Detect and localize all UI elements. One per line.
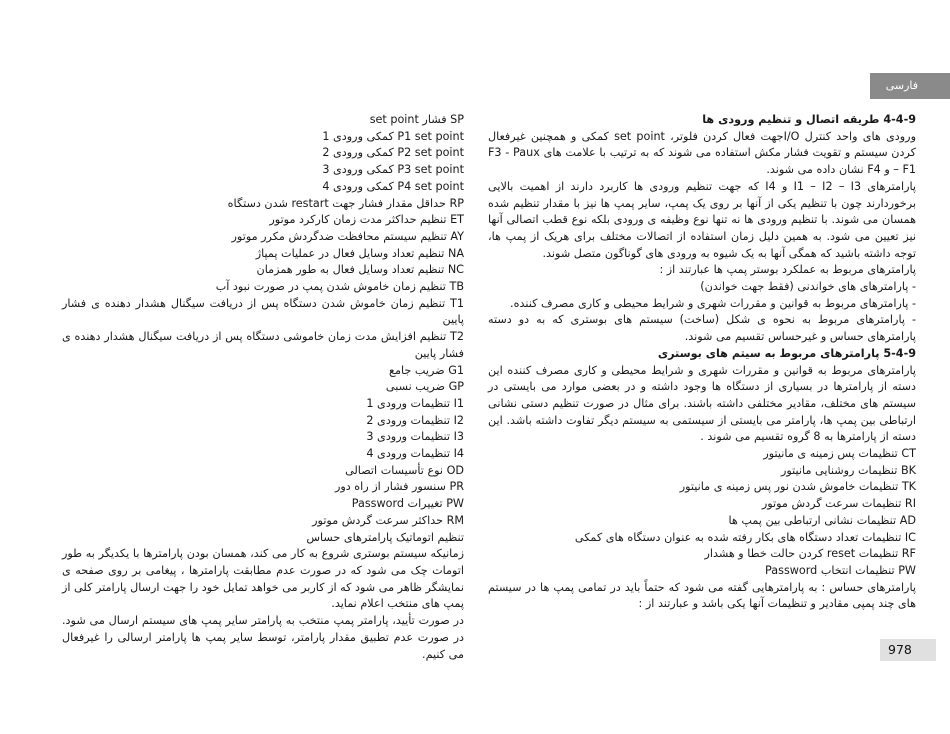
- list-item: RI تنظیمات سرعت گردش موتور: [761, 497, 916, 511]
- section-heading-5-4-9: 5-4-9 پارامترهای مربوط به سیتم های بوستری: [657, 346, 916, 360]
- section-heading-4-4-9: 4-4-9 طریقه اتصال و تنظیم ورودی ها: [702, 113, 916, 126]
- left-column: [62, 112, 464, 663]
- paragraph: پارامترهای I1 – I2 – I3 و I4 که جهت تنظیم ورودی ها کاربرد دارند از اهمیت بالایی برخوردارند چون با تنظیم یکی از آنها بر روی یک پمپ، سایر پمپ ها نیز با مقدار تنظیم شده همسان می شوند. با تنظیم ورودی ها نه تنها نوع وظیفه ی ورودی بلکه نوع قطب اتصالی آنها نیز تعیین می شود. به همین دلیل زمان استفاده از اتصالات مختلف برای هریک از پمپ ها، توجه داشته باشید که همگی آنها به یک شیوه به ورودی های گوناگون متصل شوند.: [488, 179, 917, 260]
- list-item: PR سنسور فشار از راه دور: [334, 480, 464, 494]
- paragraph: ورودی های واحد کنترل I/Oجهت فعال کردن فلوتر، set point کمکی و همچنین غیرفعال کردن سیستم و تقویت فشار مکش استفاده می شوند که به ترتیب با علامت های F3 - Paux – F1 و F4 نشان داده می شوند.: [488, 129, 916, 177]
- list-item: NA تنظیم تعداد وسایل فعال در عملیات پمپاژ: [255, 246, 464, 260]
- paragraph: در صورت تأیید، پارامتر پمپ منتخب به پارامتر سایر پمپ های سیستم ارسال می شود. در صورت عدم تطبیق مقدار پارامتر، توسط سایر پمپ ها پارامتر ارسالی را غیرفعال می کنیم.: [62, 614, 464, 661]
- paragraph: پارامترهای مربوط به عملکرد بوستر پمپ ها عبارتند از :: [659, 263, 916, 277]
- list-item: I3 تنظیمات ورودی 3: [366, 430, 464, 444]
- list-item: P2 set point کمکی ورودی 2: [322, 146, 464, 160]
- list-item: ET تنظیم حداکثر مدت زمان کارکرد موتور: [269, 213, 464, 227]
- list-item: P4 set point کمکی ورودی 4: [322, 179, 464, 193]
- language-tab: فارسی: [870, 73, 950, 99]
- bullet-item: - پارامترهای مربوط به قوانین و مقررات شهری و شرایط محیطی و کاری مصرف کننده.: [510, 296, 916, 310]
- list-item: T2 تنظیم افزایش مدت زمان خاموشی دستگاه پس از دریافت سیگنال هشدار دهنده ی فشار پایین: [62, 330, 464, 360]
- paragraph: زمانیکه سیستم بوستری شروع به کار می کند، همسان بودن پارامترها با یکدیگر به طور اتومات چک می شود که در صورت عدم مطابقت پارامترها ، پیغامی بر روی صفحه ی نمایشگر ظاهر می شود که از کاربر می خواهد تمایل خود را جهت ارسال پارامتر کلی از پمپ های منتخب اعلام نماید.: [61, 547, 464, 611]
- paragraph: تنظیم اتوماتیک پارامترهای حساس: [306, 530, 464, 544]
- paragraph: پارامترهای مربوط به قوانین و مقررات شهری و شرایط محیطی و کاری مصرف کننده این دسته از پارامترها در بسیاری از دستگاه ها وجود داشته و در بعضی موارد می بایستی در سیستم های مختلف، مقادیر مختلفی داشته باشند. برای مثال در صورت تنظیم دستی نشانی ارتباطی بین پمپ ها، پارامتر می بایستی از سیستمی به سیستم دیگر تفاوت داشته باشد. این دسته از پارامترها به 8 گروه تقسیم می شوند .: [488, 363, 916, 444]
- list-item: PW تغییرات Password: [351, 497, 464, 511]
- list-item: GP ضریب نسبی: [385, 380, 464, 394]
- bullet-item: - پارامترهای های خواندنی (فقط جهت خواندن): [700, 280, 916, 294]
- paragraph: پارامترهای حساس : به پارامترهایی گفته می شود که حتماً باید در تمامی پمپ ها در سیستم های چند پمپی مقادیر و تنظیمات آنها یکی باشد و عبارتند از :: [488, 580, 916, 611]
- list-item: G1 ضریب جامع: [389, 363, 464, 377]
- list-item: OD نوع تأسیسات اتصالی: [345, 463, 464, 477]
- list-item: I2 تنظیمات ورودی 2: [366, 413, 464, 427]
- list-item: RP حداقل مقدار فشار جهت restart شدن دستگاه: [227, 196, 464, 210]
- list-item: AD تنظیمات نشانی ارتباطی بین پمپ ها: [728, 513, 916, 527]
- list-item: PW تنظیمات انتخاب Password: [765, 563, 916, 577]
- list-item: BK تنظیمات روشنایی مانیتور: [781, 463, 916, 477]
- right-column: [488, 112, 916, 613]
- bullet-item: - پارامترهای مربوط به نحوه ی شکل (ساخت) سیستم های بوستری که به دو دسته پارامترهای حساس و غیرحساس تقسیم می شوند.: [488, 313, 916, 344]
- list-item: CT تنظیمات پس زمینه ی مانیتور: [763, 447, 916, 461]
- list-item: NC تنظیم تعداد وسایل فعال به طور همزمان: [256, 263, 464, 277]
- list-item: SP فشار set point: [369, 113, 464, 126]
- list-item: T1 تنظیم زمان خاموش شدن دستگاه پس از دریافت سیگنال هشدار دهنده ی فشار پایین: [62, 296, 464, 327]
- list-item: RM حداکثر سرعت گردش موتور: [312, 513, 464, 527]
- list-item: TB تنظیم زمان خاموش شدن پمپ در صورت نبود آب: [215, 280, 464, 294]
- list-item: I4 تنظیمات ورودی 4: [366, 447, 464, 461]
- list-item: P1 set point کمکی ورودی 1: [322, 129, 464, 143]
- list-item: I1 تنظیمات ورودی 1: [366, 396, 464, 410]
- list-item: P3 set point کمکی ورودی 3: [322, 163, 464, 177]
- list-item: TK تنظیمات خاموش شدن نور پس زمینه ی مانیتور: [679, 480, 916, 494]
- list-item: AY تنظیم سیستم محافظت ضدگردش مکرر موتور: [231, 229, 464, 243]
- list-item: RF تنظیمات reset کردن حالت خطا و هشدار: [704, 547, 916, 561]
- page-number: 978: [880, 639, 936, 661]
- list-item: IC تنظیمات تعداد دستگاه های بکار رفته شده به عنوان دستگاه های کمکی: [574, 530, 916, 544]
